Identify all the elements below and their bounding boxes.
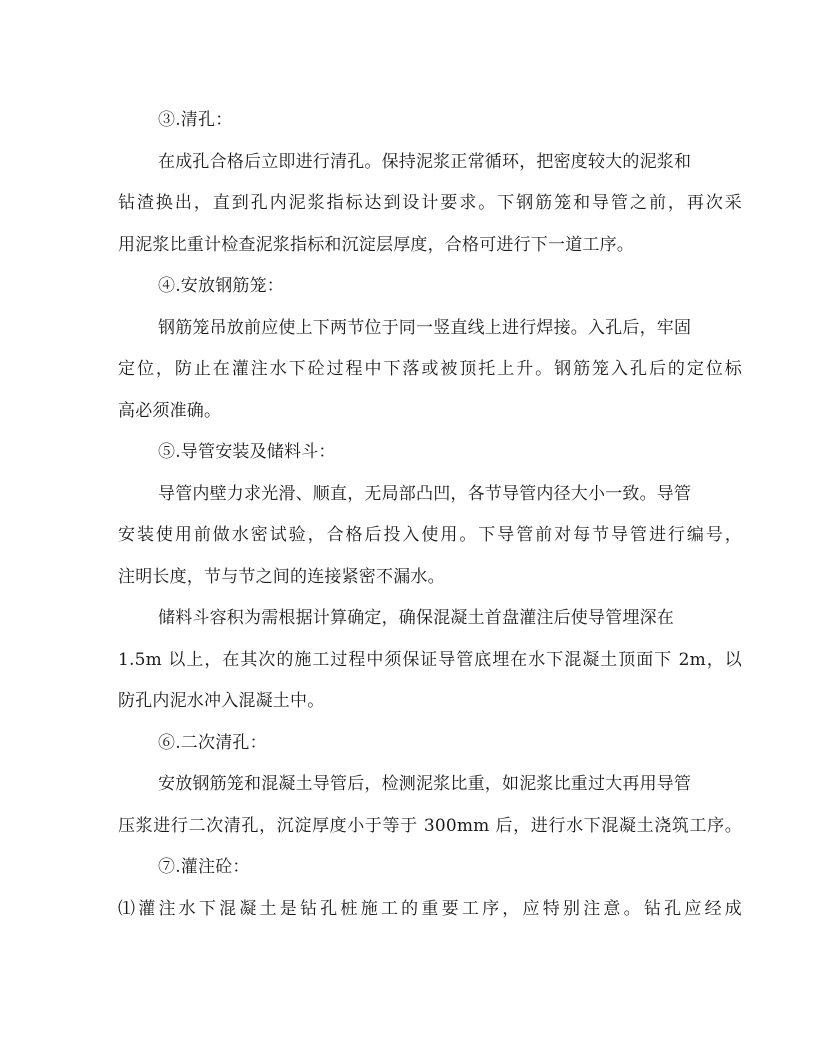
section-heading-secondary-clear: ⑥.二次清孔： [158,733,267,753]
section-heading-pour-concrete: ⑦.灌注砼： [158,857,250,877]
paragraph-line: 定位，防止在灌注水下砼过程中下落或被顶托上升。钢筋笼入孔后的定位标 [118,359,742,379]
paragraph-line: 钢筋笼吊放前应使上下两节位于同一竖直线上进行焊接。入孔后，牢固 [158,318,692,338]
paragraph-line: 储料斗容积为需根据计算确定，确保混凝土首盘灌注后使导管埋深在 [158,608,674,628]
paragraph-line: ⑴灌注水下混凝土是钻孔桩施工的重要工序，应特别注意。钻孔应经成 [118,899,742,919]
paragraph-line: 安装使用前做水密试验，合格后投入使用。下导管前对每节导管进行编号， [118,525,742,545]
section-heading-rebar-cage: ④.安放钢筋笼： [158,276,285,296]
paragraph-line: 注明长度，节与节之间的连接紧密不漏水。 [118,567,445,587]
paragraph-line: 用泥浆比重计检查泥浆指标和沉淀层厚度，合格可进行下一道工序。 [118,235,634,255]
paragraph-line: 防孔内泥水冲入混凝土中。 [118,691,325,711]
paragraph-line: 导管内壁力求光滑、顺直，无局部凸凹，各节导管内径大小一致。导管 [158,484,692,504]
section-heading-conduit-hopper: ⑤.导管安装及储料斗： [158,442,336,462]
paragraph-line: 安放钢筋笼和混凝土导管后，检测泥浆比重，如泥浆比重过大再用导管 [158,774,692,794]
paragraph-line: 在成孔合格后立即进行清孔。保持泥浆正常循环，把密度较大的泥浆和 [158,152,692,172]
paragraph-line: 1.5m 以上，在其次的施工过程中须保证导管底埋在水下混凝土顶面下 2m，以 [118,650,742,670]
section-heading-clear-hole: ③.清孔： [158,110,233,130]
paragraph-line: 压浆进行二次清孔，沉淀厚度小于等于 300mm 后，进行水下混凝土浇筑工序。 [118,816,742,836]
paragraph-line: 高必须准确。 [118,401,222,421]
paragraph-line: 钻渣换出，直到孔内泥浆指标达到设计要求。下钢筋笼和导管之前，再次采 [118,193,742,213]
